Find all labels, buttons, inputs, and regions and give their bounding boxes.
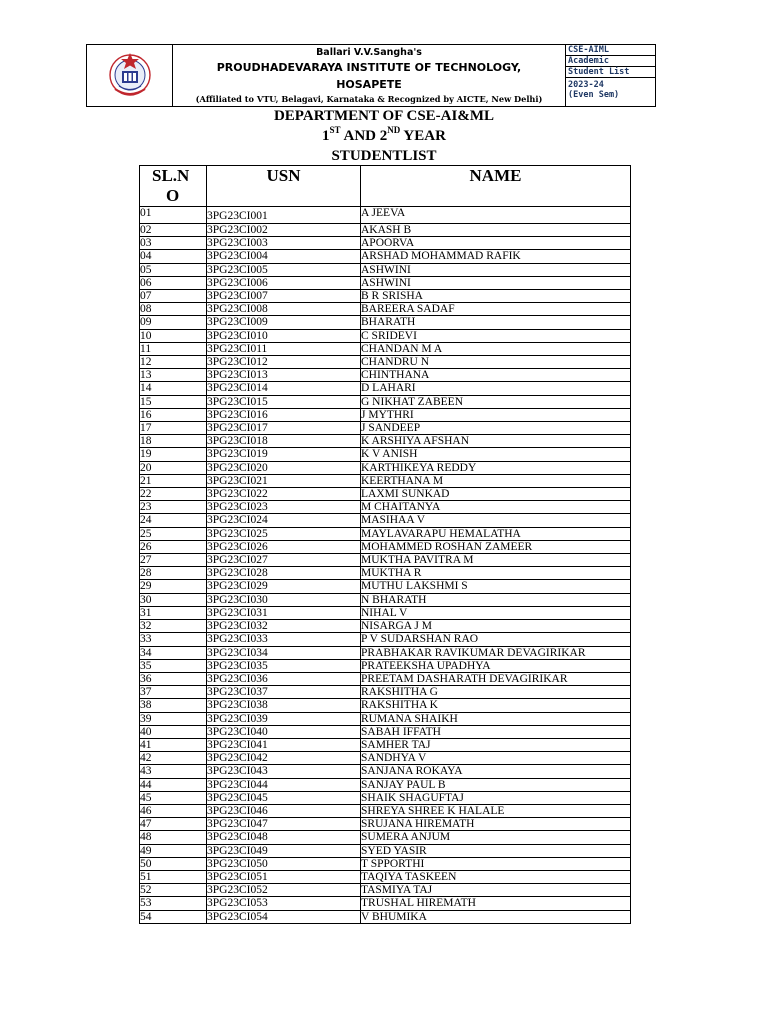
- cell-name: MAYLAVARAPU HEMALATHA: [361, 527, 631, 540]
- cell-name: NIHAL V: [361, 606, 631, 619]
- cell-usn: 3PG23CI037: [207, 686, 361, 699]
- cell-usn: 3PG23CI005: [207, 263, 361, 276]
- cell-slno: 21: [140, 474, 207, 487]
- cell-name: PRATEEKSHA UPADHYA: [361, 659, 631, 672]
- cell-name: NISARGA J M: [361, 620, 631, 633]
- cell-usn: 3PG23CI052: [207, 884, 361, 897]
- column-header-name: NAME: [361, 166, 631, 207]
- cell-usn: 3PG23CI035: [207, 659, 361, 672]
- cell-slno: 19: [140, 448, 207, 461]
- table-row: [140, 263, 631, 276]
- table-row: [140, 488, 631, 501]
- table-row: [140, 606, 631, 619]
- cell-usn: 3PG23CI039: [207, 712, 361, 725]
- cell-usn: 3PG23CI040: [207, 725, 361, 738]
- cell-name: SRUJANA HIREMATH: [361, 818, 631, 831]
- cell-name: K V ANISH: [361, 448, 631, 461]
- cell-usn: 3PG23CI049: [207, 844, 361, 857]
- cell-slno: 35: [140, 659, 207, 672]
- cell-name: CHINTHANA: [361, 369, 631, 382]
- cell-usn: 3PG23CI008: [207, 303, 361, 316]
- cell-name: PREETAM DASHARATH DEVAGIRIKAR: [361, 672, 631, 685]
- table-row: [140, 580, 631, 593]
- student-table: [139, 165, 631, 924]
- cell-slno: 32: [140, 620, 207, 633]
- cell-slno: 48: [140, 831, 207, 844]
- table-row: [140, 818, 631, 831]
- cell-slno: 25: [140, 527, 207, 540]
- cell-usn: 3PG23CI029: [207, 580, 361, 593]
- table-row: [140, 567, 631, 580]
- cell-name: D LAHARI: [361, 382, 631, 395]
- year-num1: 1: [322, 128, 330, 144]
- table-row: [140, 791, 631, 804]
- cell-usn: 3PG23CI053: [207, 897, 361, 910]
- table-row: [140, 699, 631, 712]
- cell-usn: 3PG23CI001: [207, 207, 361, 224]
- column-header-slno-line1: SL.N: [152, 166, 190, 185]
- table-row: [140, 672, 631, 685]
- table-row: [140, 752, 631, 765]
- cell-usn: 3PG23CI042: [207, 752, 361, 765]
- table-row: [140, 461, 631, 474]
- cell-name: TRUSHAL HIREMATH: [361, 897, 631, 910]
- cell-name: RUMANA SHAIKH: [361, 712, 631, 725]
- cell-slno: 16: [140, 408, 207, 421]
- cell-slno: 33: [140, 633, 207, 646]
- cell-slno: 22: [140, 488, 207, 501]
- cell-slno: 47: [140, 818, 207, 831]
- institute-title-cell: [173, 45, 566, 106]
- table-row: [140, 804, 631, 817]
- table-row: [140, 712, 631, 725]
- cell-slno: 05: [140, 263, 207, 276]
- cell-slno: 07: [140, 290, 207, 303]
- cell-slno: 43: [140, 765, 207, 778]
- cell-name: ARSHAD MOHAMMAD RAFIK: [361, 250, 631, 263]
- table-row: [140, 514, 631, 527]
- cell-name: SUMERA ANJUM: [361, 831, 631, 844]
- cell-usn: 3PG23CI006: [207, 276, 361, 289]
- cell-slno: 24: [140, 514, 207, 527]
- table-row: [140, 303, 631, 316]
- cell-slno: 53: [140, 897, 207, 910]
- cell-usn: 3PG23CI038: [207, 699, 361, 712]
- cell-name: APOORVA: [361, 237, 631, 250]
- cell-name: SHAIK SHAGUFTAJ: [361, 791, 631, 804]
- cell-slno: 11: [140, 342, 207, 355]
- cell-slno: 37: [140, 686, 207, 699]
- cell-name: J SANDEEP: [361, 422, 631, 435]
- table-row: [140, 382, 631, 395]
- cell-slno: 50: [140, 857, 207, 870]
- table-row: [140, 408, 631, 421]
- cell-name: SABAH IFFATH: [361, 725, 631, 738]
- cell-usn: 3PG23CI019: [207, 448, 361, 461]
- cell-usn: 3PG23CI026: [207, 540, 361, 553]
- cell-usn: 3PG23CI051: [207, 870, 361, 883]
- institute-name-line1: PROUDHADEVARAYA INSTITUTE OF TECHNOLOGY,: [216, 61, 522, 74]
- cell-name: SANJANA ROKAYA: [361, 765, 631, 778]
- table-row: [140, 448, 631, 461]
- cell-slno: 18: [140, 435, 207, 448]
- cell-slno: 08: [140, 303, 207, 316]
- document-label-cell: [566, 45, 655, 106]
- table-row: [140, 844, 631, 857]
- cell-slno: 54: [140, 910, 207, 923]
- college-emblem-icon: [107, 49, 153, 103]
- table-row: [140, 540, 631, 553]
- cell-name: MASIHAA V: [361, 514, 631, 527]
- cell-name: TASMIYA TAJ: [361, 884, 631, 897]
- cell-usn: 3PG23CI025: [207, 527, 361, 540]
- cell-slno: 14: [140, 382, 207, 395]
- table-row: [140, 884, 631, 897]
- table-row: [140, 765, 631, 778]
- column-header-slno-line2: O: [166, 186, 180, 205]
- side-label-student-list: Student List: [566, 67, 655, 78]
- cell-name: ASHWINI: [361, 276, 631, 289]
- cell-slno: 51: [140, 870, 207, 883]
- cell-slno: 34: [140, 646, 207, 659]
- cell-usn: 3PG23CI010: [207, 329, 361, 342]
- cell-slno: 49: [140, 844, 207, 857]
- student-list-title: STUDENTLIST: [331, 148, 437, 164]
- cell-name: MUKTHA R: [361, 567, 631, 580]
- cell-usn: 3PG23CI047: [207, 818, 361, 831]
- cell-name: SANDHYA V: [361, 752, 631, 765]
- cell-usn: 3PG23CI036: [207, 672, 361, 685]
- year-and: AND 2: [340, 128, 388, 144]
- cell-name: BAREERA SADAF: [361, 303, 631, 316]
- cell-usn: 3PG23CI021: [207, 474, 361, 487]
- table-row: [140, 474, 631, 487]
- page-title-block: [0, 106, 768, 166]
- cell-usn: 3PG23CI022: [207, 488, 361, 501]
- cell-slno: 17: [140, 422, 207, 435]
- cell-usn: 3PG23CI041: [207, 738, 361, 751]
- table-row: [140, 554, 631, 567]
- table-row: [140, 501, 631, 514]
- cell-name: PRABHAKAR RAVIKUMAR DEVAGIRIKAR: [361, 646, 631, 659]
- cell-name: P V SUDARSHAN RAO: [361, 633, 631, 646]
- cell-usn: 3PG23CI033: [207, 633, 361, 646]
- cell-usn: 3PG23CI009: [207, 316, 361, 329]
- cell-slno: 27: [140, 554, 207, 567]
- cell-usn: 3PG23CI016: [207, 408, 361, 421]
- cell-name: K ARSHIYA AFSHAN: [361, 435, 631, 448]
- cell-slno: 40: [140, 725, 207, 738]
- table-row: [140, 738, 631, 751]
- cell-name: BHARATH: [361, 316, 631, 329]
- cell-usn: 3PG23CI046: [207, 804, 361, 817]
- cell-usn: 3PG23CI018: [207, 435, 361, 448]
- cell-name: G NIKHAT ZABEEN: [361, 395, 631, 408]
- cell-name: RAKSHITHA K: [361, 699, 631, 712]
- cell-slno: 44: [140, 778, 207, 791]
- cell-usn: 3PG23CI023: [207, 501, 361, 514]
- cell-slno: 04: [140, 250, 207, 263]
- table-row: [140, 237, 631, 250]
- cell-slno: 06: [140, 276, 207, 289]
- table-row: [140, 250, 631, 263]
- cell-name: CHANDRU N: [361, 356, 631, 369]
- table-row: [140, 897, 631, 910]
- cell-slno: 30: [140, 593, 207, 606]
- cell-name: KEERTHANA M: [361, 474, 631, 487]
- table-row: [140, 316, 631, 329]
- side-label-year: 2023-24: [568, 80, 604, 90]
- table-row: [140, 527, 631, 540]
- table-row: [140, 659, 631, 672]
- cell-usn: 3PG23CI004: [207, 250, 361, 263]
- cell-name: SHREYA SHREE K HALALE: [361, 804, 631, 817]
- cell-slno: 23: [140, 501, 207, 514]
- cell-slno: 15: [140, 395, 207, 408]
- cell-usn: 3PG23CI012: [207, 356, 361, 369]
- table-row: [140, 593, 631, 606]
- cell-name: SYED YASIR: [361, 844, 631, 857]
- cell-slno: 01: [140, 207, 207, 224]
- cell-slno: 10: [140, 329, 207, 342]
- cell-name: A JEEVA: [361, 207, 631, 224]
- table-header-row: [140, 166, 631, 207]
- cell-usn: 3PG23CI007: [207, 290, 361, 303]
- cell-usn: 3PG23CI003: [207, 237, 361, 250]
- cell-usn: 3PG23CI014: [207, 382, 361, 395]
- table-row: [140, 725, 631, 738]
- cell-slno: 52: [140, 884, 207, 897]
- cell-slno: 45: [140, 791, 207, 804]
- cell-name: TAQIYA TASKEEN: [361, 870, 631, 883]
- cell-name: M CHAITANYA: [361, 501, 631, 514]
- department-title: DEPARTMENT OF CSE-AI&ML: [273, 108, 495, 124]
- table-body: [140, 207, 631, 924]
- cell-name: MOHAMMED ROSHAN ZAMEER: [361, 540, 631, 553]
- table-row: [140, 369, 631, 382]
- cell-usn: 3PG23CI045: [207, 791, 361, 804]
- cell-usn: 3PG23CI020: [207, 461, 361, 474]
- cell-usn: 3PG23CI015: [207, 395, 361, 408]
- side-label-dept: CSE-AIML: [566, 45, 655, 56]
- cell-slno: 12: [140, 356, 207, 369]
- cell-name: KARTHIKEYA REDDY: [361, 461, 631, 474]
- cell-slno: 41: [140, 738, 207, 751]
- table-row: [140, 395, 631, 408]
- institute-name-line2: HOSAPETE: [336, 78, 402, 91]
- side-label-semester: (Even Sem): [568, 90, 620, 100]
- cell-name: N BHARATH: [361, 593, 631, 606]
- table-row: [140, 207, 631, 224]
- logo-cell: [87, 45, 173, 106]
- cell-usn: 3PG23CI054: [207, 910, 361, 923]
- cell-name: AKASH B: [361, 224, 631, 237]
- cell-slno: 46: [140, 804, 207, 817]
- cell-usn: 3PG23CI024: [207, 514, 361, 527]
- cell-slno: 03: [140, 237, 207, 250]
- table-row: [140, 224, 631, 237]
- cell-usn: 3PG23CI011: [207, 342, 361, 355]
- cell-name: SANJAY PAUL B: [361, 778, 631, 791]
- cell-name: B R SRISHA: [361, 290, 631, 303]
- cell-slno: 13: [140, 369, 207, 382]
- cell-name: MUKTHA PAVITRA M: [361, 554, 631, 567]
- table-row: [140, 620, 631, 633]
- cell-slno: 28: [140, 567, 207, 580]
- cell-slno: 42: [140, 752, 207, 765]
- cell-usn: 3PG23CI043: [207, 765, 361, 778]
- cell-name: LAXMI SUNKAD: [361, 488, 631, 501]
- cell-name: C SRIDEVI: [361, 329, 631, 342]
- year-sup2: ND: [387, 125, 401, 135]
- document-header: [86, 44, 656, 107]
- year-word: YEAR: [400, 128, 446, 144]
- cell-usn: 3PG23CI048: [207, 831, 361, 844]
- cell-usn: 3PG23CI013: [207, 369, 361, 382]
- affiliation-text: (Affiliated to VTU, Belagavi, Karnataka & Recognized by AICTE, New Delhi): [195, 94, 543, 104]
- table-row: [140, 910, 631, 923]
- column-header-slno: [140, 166, 207, 207]
- side-label-academic: Academic: [566, 56, 655, 67]
- cell-slno: 20: [140, 461, 207, 474]
- table-row: [140, 356, 631, 369]
- column-header-usn: USN: [207, 166, 361, 207]
- cell-slno: 38: [140, 699, 207, 712]
- cell-usn: 3PG23CI044: [207, 778, 361, 791]
- cell-name: J MYTHRI: [361, 408, 631, 421]
- cell-slno: 29: [140, 580, 207, 593]
- table-row: [140, 422, 631, 435]
- table-row: [140, 778, 631, 791]
- cell-slno: 39: [140, 712, 207, 725]
- table-row: [140, 435, 631, 448]
- cell-slno: 26: [140, 540, 207, 553]
- cell-usn: 3PG23CI050: [207, 857, 361, 870]
- table-row: [140, 276, 631, 289]
- sangha-name: Ballari V.V.Sangha's: [316, 47, 422, 58]
- cell-name: T SPPORTHI: [361, 857, 631, 870]
- table-row: [140, 857, 631, 870]
- cell-name: ASHWINI: [361, 263, 631, 276]
- table-row: [140, 686, 631, 699]
- cell-usn: 3PG23CI030: [207, 593, 361, 606]
- cell-usn: 3PG23CI027: [207, 554, 361, 567]
- cell-usn: 3PG23CI034: [207, 646, 361, 659]
- cell-name: CHANDAN M A: [361, 342, 631, 355]
- year-sup1: ST: [329, 125, 341, 135]
- table-row: [140, 633, 631, 646]
- table-row: [140, 329, 631, 342]
- cell-slno: 31: [140, 606, 207, 619]
- cell-usn: 3PG23CI002: [207, 224, 361, 237]
- year-title: [0, 126, 768, 146]
- table-row: [140, 342, 631, 355]
- table-row: [140, 831, 631, 844]
- cell-usn: 3PG23CI032: [207, 620, 361, 633]
- cell-name: V BHUMIKA: [361, 910, 631, 923]
- cell-usn: 3PG23CI028: [207, 567, 361, 580]
- cell-name: MUTHU LAKSHMI S: [361, 580, 631, 593]
- cell-name: RAKSHITHA G: [361, 686, 631, 699]
- cell-usn: 3PG23CI017: [207, 422, 361, 435]
- cell-slno: 36: [140, 672, 207, 685]
- cell-slno: 09: [140, 316, 207, 329]
- cell-usn: 3PG23CI031: [207, 606, 361, 619]
- table-row: [140, 646, 631, 659]
- cell-slno: 02: [140, 224, 207, 237]
- table-row: [140, 870, 631, 883]
- table-row: [140, 290, 631, 303]
- cell-name: SAMHER TAJ: [361, 738, 631, 751]
